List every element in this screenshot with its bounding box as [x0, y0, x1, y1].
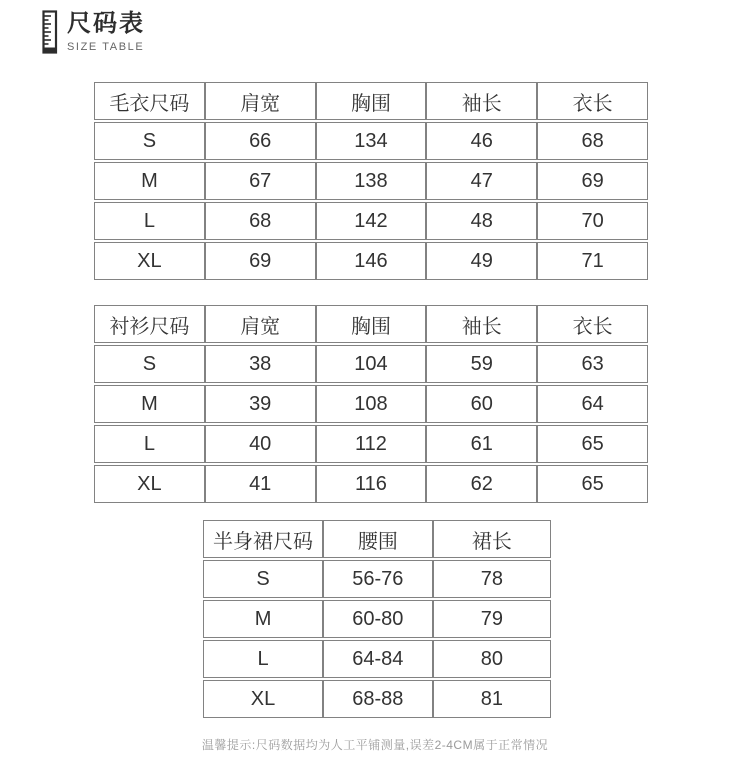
- header-cell: 袖长: [426, 305, 537, 343]
- size-label-cell: S: [94, 345, 205, 383]
- table-row: [203, 600, 551, 638]
- value-cell: 67: [205, 162, 316, 200]
- ruler-icon: [42, 10, 59, 54]
- size-label-cell: M: [203, 600, 323, 638]
- value-cell: 68: [205, 202, 316, 240]
- value-cell: 38: [205, 345, 316, 383]
- header-cell: 裙长: [433, 520, 551, 558]
- value-cell: 63: [537, 345, 648, 383]
- table-row: [203, 680, 551, 718]
- size-label-cell: XL: [94, 242, 205, 280]
- size-label-cell: L: [94, 202, 205, 240]
- table-row: [203, 560, 551, 598]
- value-cell: 48: [426, 202, 537, 240]
- header-cell: 胸围: [316, 82, 427, 120]
- value-cell: 138: [316, 162, 427, 200]
- size-label-cell: M: [94, 385, 205, 423]
- value-cell: 80: [433, 640, 551, 678]
- table-row: [94, 162, 648, 200]
- value-cell: 108: [316, 385, 427, 423]
- table-header-row: [203, 520, 551, 558]
- table-row: [94, 465, 648, 503]
- value-cell: 71: [537, 242, 648, 280]
- value-cell: 112: [316, 425, 427, 463]
- header-cell: 胸围: [316, 305, 427, 343]
- table-row: [94, 202, 648, 240]
- shirt-size-table: [94, 303, 648, 505]
- table-header-row: [94, 305, 648, 343]
- page-subtitle: SIZE TABLE: [67, 40, 145, 53]
- value-cell: 69: [205, 242, 316, 280]
- value-cell: 104: [316, 345, 427, 383]
- value-cell: 79: [433, 600, 551, 638]
- table-row: [94, 122, 648, 160]
- header-cell: 毛衣尺码: [94, 82, 205, 120]
- size-label-cell: S: [203, 560, 323, 598]
- table-row: [203, 640, 551, 678]
- header-cell: 肩宽: [205, 305, 316, 343]
- header-cell: 衬衫尺码: [94, 305, 205, 343]
- value-cell: 64: [537, 385, 648, 423]
- value-cell: 47: [426, 162, 537, 200]
- size-label-cell: S: [94, 122, 205, 160]
- value-cell: 142: [316, 202, 427, 240]
- table-row: [94, 242, 648, 280]
- value-cell: 64-84: [323, 640, 433, 678]
- value-cell: 68: [537, 122, 648, 160]
- table-row: [94, 385, 648, 423]
- value-cell: 116: [316, 465, 427, 503]
- value-cell: 60-80: [323, 600, 433, 638]
- header-cell: 腰围: [323, 520, 433, 558]
- value-cell: 40: [205, 425, 316, 463]
- size-label-cell: XL: [203, 680, 323, 718]
- value-cell: 81: [433, 680, 551, 718]
- header-cell: 衣长: [537, 305, 648, 343]
- size-label-cell: M: [94, 162, 205, 200]
- value-cell: 134: [316, 122, 427, 160]
- page-header: [42, 10, 145, 54]
- header-cell: 袖长: [426, 82, 537, 120]
- value-cell: 65: [537, 465, 648, 503]
- value-cell: 62: [426, 465, 537, 503]
- value-cell: 39: [205, 385, 316, 423]
- size-label-cell: L: [203, 640, 323, 678]
- value-cell: 146: [316, 242, 427, 280]
- size-label-cell: XL: [94, 465, 205, 503]
- value-cell: 65: [537, 425, 648, 463]
- size-label-cell: L: [94, 425, 205, 463]
- measurement-note: 温馨提示:尺码数据均为人工平铺测量,误差2-4CM属于正常情况: [201, 738, 549, 752]
- value-cell: 46: [426, 122, 537, 160]
- value-cell: 49: [426, 242, 537, 280]
- value-cell: 68-88: [323, 680, 433, 718]
- value-cell: 70: [537, 202, 648, 240]
- page-title: 尺码表: [67, 10, 145, 37]
- table-row: [94, 425, 648, 463]
- value-cell: 59: [426, 345, 537, 383]
- header-text: [67, 10, 145, 53]
- header-cell: 半身裙尺码: [203, 520, 323, 558]
- value-cell: 69: [537, 162, 648, 200]
- value-cell: 56-76: [323, 560, 433, 598]
- sweater-size-table: [94, 80, 648, 282]
- table-header-row: [94, 82, 648, 120]
- value-cell: 60: [426, 385, 537, 423]
- value-cell: 61: [426, 425, 537, 463]
- header-cell: 肩宽: [205, 82, 316, 120]
- value-cell: 78: [433, 560, 551, 598]
- header-cell: 衣长: [537, 82, 648, 120]
- value-cell: 41: [205, 465, 316, 503]
- table-row: [94, 345, 648, 383]
- skirt-size-table: [203, 518, 551, 720]
- value-cell: 66: [205, 122, 316, 160]
